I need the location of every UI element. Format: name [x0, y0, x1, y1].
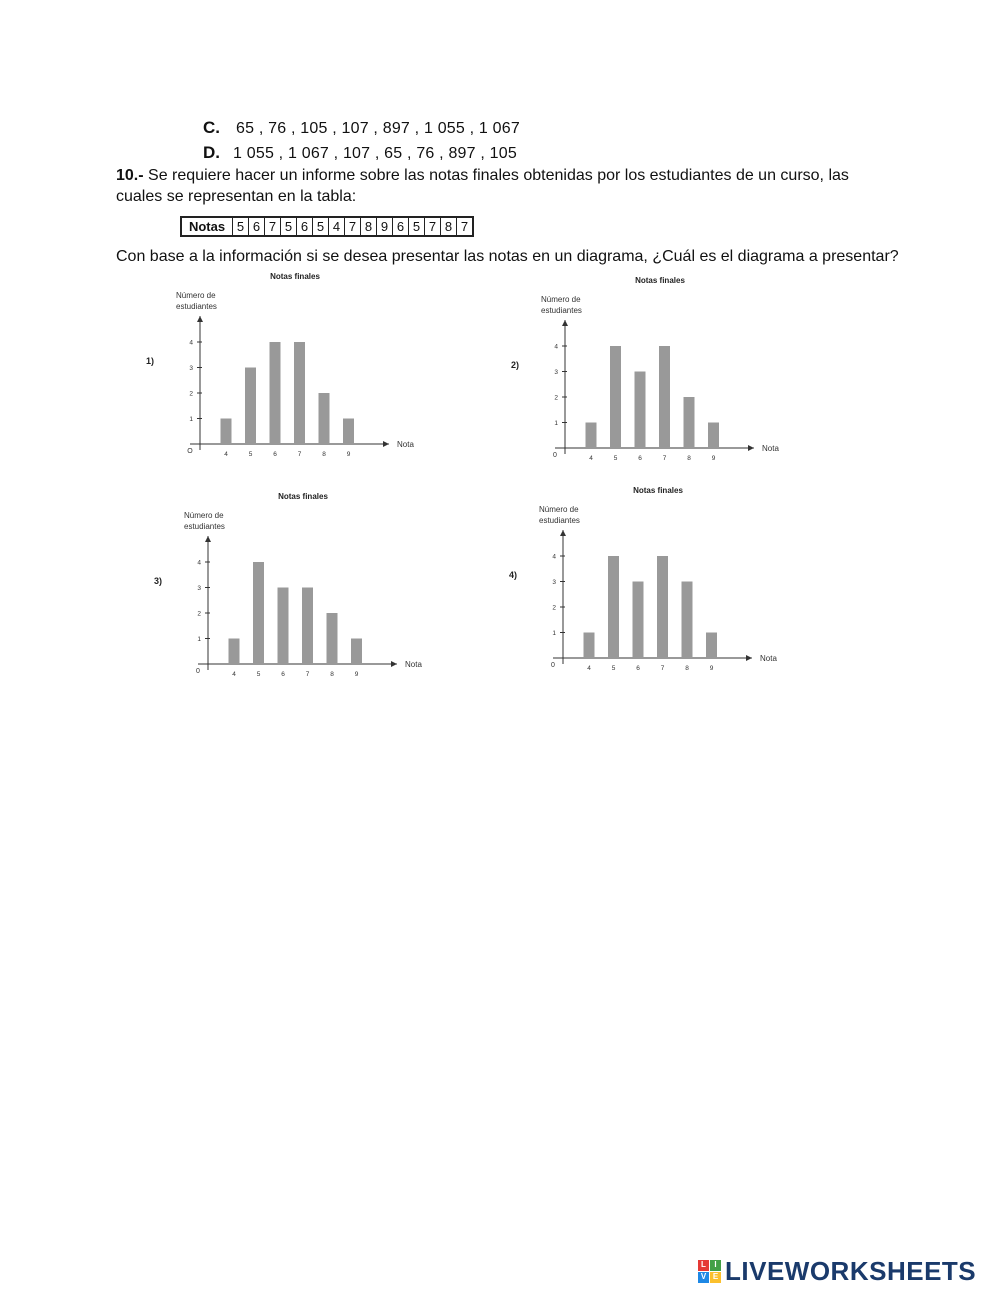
option-d: [203, 143, 517, 164]
notas-value: 7: [425, 217, 441, 236]
bar-chart-svg: [140, 268, 420, 468]
x-tick-label: 8: [330, 671, 334, 678]
x-tick-label: 5: [613, 455, 618, 462]
notas-value: 5: [409, 217, 425, 236]
notas-row: [181, 217, 473, 236]
logo-block: V: [698, 1272, 709, 1283]
chart-title: Notas finales: [633, 486, 683, 495]
y-axis-label-line: Número de: [184, 511, 224, 520]
y-tick-label: 2: [197, 610, 201, 618]
notas-value: 8: [361, 217, 377, 236]
y-tick-label: 2: [189, 390, 193, 398]
bar: [302, 588, 313, 665]
y-tick-label: 1: [189, 416, 193, 423]
y-tick-label: 3: [197, 585, 201, 592]
bar: [229, 639, 240, 665]
y-tick-label: 4: [197, 559, 201, 567]
bar-chart-svg: [503, 482, 783, 682]
bar: [684, 397, 695, 448]
chart-option-label: 2): [511, 360, 520, 370]
bar: [245, 368, 256, 445]
x-tick-label: 7: [305, 671, 310, 678]
question-number: 10.-: [116, 167, 144, 184]
notas-value: 7: [457, 217, 474, 236]
x-axis-arrow: [383, 441, 389, 447]
notas-value: 5: [281, 217, 297, 236]
notas-value: 5: [233, 217, 249, 236]
question-prompt: Con base a la información si se desea presentar las notas en un diagrama, ¿Cuál es el diagrama a presentar?: [116, 248, 899, 265]
chart-option-2[interactable]: [505, 272, 785, 472]
chart-option-3[interactable]: [148, 488, 428, 688]
question-line1: Se requiere hacer un informe sobre las notas finales obtenidas por los estudiantes de un curso, las: [148, 167, 849, 184]
origin-label: 0: [553, 452, 557, 459]
notas-value: 6: [393, 217, 409, 236]
y-axis-label-line: estudiantes: [176, 302, 217, 311]
y-tick-label: 3: [189, 365, 193, 372]
bar-chart-svg: [505, 272, 785, 472]
y-axis-label-line: Número de: [541, 295, 581, 304]
origin-label: O: [187, 448, 193, 455]
x-tick-label: 8: [685, 665, 689, 672]
x-tick-label: 5: [248, 451, 253, 458]
chart-option-label: 1): [146, 356, 155, 366]
x-axis-label: Nota: [397, 440, 414, 449]
bar: [586, 423, 597, 449]
y-tick-label: 1: [197, 636, 201, 643]
x-tick-label: 9: [711, 455, 716, 462]
chart-title: Notas finales: [270, 272, 320, 281]
bar: [351, 639, 362, 665]
bar: [708, 423, 719, 449]
x-tick-label: 4: [589, 455, 593, 462]
bar: [327, 613, 338, 664]
y-axis-label-line: Número de: [176, 291, 216, 300]
notas-value: 7: [345, 217, 361, 236]
bar: [319, 393, 330, 444]
chart-option-label: 3): [154, 576, 163, 586]
chart-option-1[interactable]: [140, 268, 420, 468]
y-axis-arrow: [197, 316, 203, 322]
bar: [633, 582, 644, 659]
y-axis-label-line: estudiantes: [541, 306, 582, 315]
y-axis-label-line: estudiantes: [539, 516, 580, 525]
x-axis-label: Nota: [762, 444, 779, 453]
x-tick-label: 9: [354, 671, 359, 678]
x-tick-label: 4: [224, 451, 228, 458]
y-axis-label-line: Número de: [539, 505, 579, 514]
x-axis-arrow: [746, 655, 752, 661]
y-tick-label: 3: [552, 579, 556, 586]
logo-text: LIVEWORKSHEETS: [725, 1255, 977, 1286]
y-tick-label: 1: [554, 420, 558, 427]
x-tick-label: 5: [256, 671, 261, 678]
y-axis-arrow: [562, 320, 568, 326]
x-tick-label: 8: [687, 455, 691, 462]
notas-value: 6: [249, 217, 265, 236]
x-tick-label: 8: [322, 451, 326, 458]
bar: [278, 588, 289, 665]
notas-value: 8: [441, 217, 457, 236]
notas-header: Notas: [181, 217, 233, 236]
x-axis-label: Nota: [405, 660, 422, 669]
logo-block: I: [710, 1260, 721, 1271]
notas-value: 5: [313, 217, 329, 236]
option-c: [203, 118, 520, 139]
notas-value: 9: [377, 217, 393, 236]
bar: [657, 556, 668, 658]
x-axis-arrow: [748, 445, 754, 451]
logo-block: E: [710, 1272, 721, 1283]
y-tick-label: 1: [552, 630, 556, 637]
option-c-text: 65 , 76 , 105 , 107 , 897 , 1 055 , 1 067: [236, 120, 520, 137]
chart-option-label: 4): [509, 570, 518, 580]
y-tick-label: 2: [554, 394, 558, 402]
x-tick-label: 6: [636, 665, 640, 672]
bar-chart-svg: [148, 488, 428, 688]
x-tick-label: 7: [662, 455, 667, 462]
x-tick-label: 4: [587, 665, 591, 672]
x-tick-label: 5: [611, 665, 616, 672]
x-tick-label: 7: [660, 665, 665, 672]
notas-value: 7: [265, 217, 281, 236]
option-d-text: 1 055 , 1 067 , 107 , 65 , 76 , 897 , 105: [233, 145, 517, 162]
x-tick-label: 9: [709, 665, 714, 672]
y-axis-label-line: estudiantes: [184, 522, 225, 531]
liveworksheets-logo: [698, 1256, 976, 1286]
logo-blocks: [698, 1260, 721, 1283]
bar: [294, 342, 305, 444]
y-tick-label: 4: [554, 343, 558, 351]
question-line2: cuales se representan en la tabla:: [116, 188, 357, 205]
x-tick-label: 7: [297, 451, 302, 458]
y-tick-label: 2: [552, 604, 556, 612]
option-c-letter: C.: [203, 118, 220, 137]
bar: [706, 633, 717, 659]
notas-value: 4: [329, 217, 345, 236]
bar: [610, 346, 621, 448]
x-tick-label: 6: [273, 451, 277, 458]
bar: [253, 562, 264, 664]
bar: [659, 346, 670, 448]
x-tick-label: 9: [346, 451, 351, 458]
origin-label: 0: [196, 668, 200, 675]
origin-label: 0: [551, 662, 555, 669]
bar: [584, 633, 595, 659]
chart-option-4[interactable]: [503, 482, 783, 682]
bar: [221, 419, 232, 445]
option-d-letter: D.: [203, 143, 220, 162]
bar: [343, 419, 354, 445]
x-axis-label: Nota: [760, 654, 777, 663]
y-tick-label: 4: [189, 339, 193, 347]
x-tick-label: 6: [638, 455, 642, 462]
chart-title: Notas finales: [278, 492, 328, 501]
chart-title: Notas finales: [635, 276, 685, 285]
x-tick-label: 6: [281, 671, 285, 678]
y-tick-label: 4: [552, 553, 556, 561]
question-text-line1: [116, 166, 849, 186]
y-axis-arrow: [560, 530, 566, 536]
bar: [608, 556, 619, 658]
bar: [682, 582, 693, 659]
notas-table: [180, 216, 474, 237]
x-tick-label: 4: [232, 671, 236, 678]
x-axis-arrow: [391, 661, 397, 667]
logo-block: L: [698, 1260, 709, 1271]
y-axis-arrow: [205, 536, 211, 542]
bar: [635, 372, 646, 449]
bar: [270, 342, 281, 444]
notas-value: 6: [297, 217, 313, 236]
y-tick-label: 3: [554, 369, 558, 376]
